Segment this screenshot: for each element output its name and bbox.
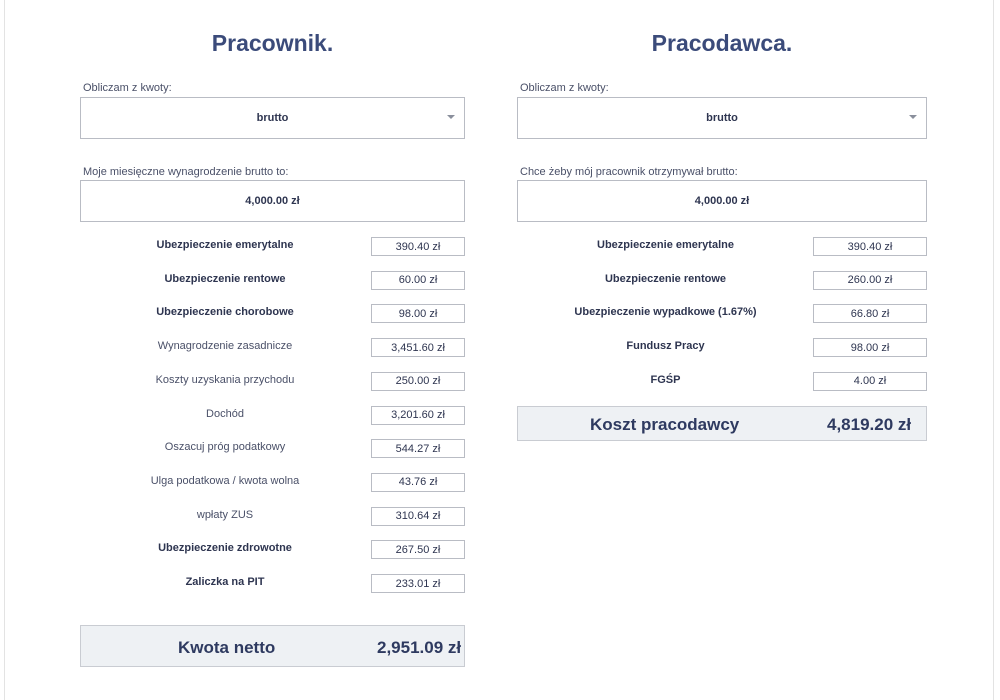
employee-row-label: Oszacuj próg podatkowy: [164, 441, 286, 454]
employee-row-value: 310.64 zł: [371, 507, 465, 526]
employee-row-value: 250.00 zł: [371, 372, 465, 391]
employer-salary-input[interactable]: [517, 180, 927, 222]
employee-row-value: 98.00 zł: [371, 304, 465, 323]
employer-row: [517, 237, 927, 256]
employer-cost-summary: [517, 406, 927, 441]
employee-row: [80, 237, 465, 256]
employer-row-label: Ubezpieczenie rentowe: [604, 272, 727, 285]
employee-row: [80, 473, 465, 492]
employee-row: [80, 507, 465, 526]
employer-row: [517, 338, 927, 357]
employee-row-label: Ubezpieczenie chorobowe: [156, 306, 294, 319]
employer-row-label: Ubezpieczenie emerytalne: [597, 239, 734, 251]
employer-row: [517, 304, 927, 323]
employee-calc-from-value: brutto: [256, 112, 289, 124]
employer-salary-value: 4,000.00 zł: [694, 195, 750, 207]
employee-row-label: Ubezpieczenie rentowe: [164, 272, 286, 285]
employer-row-label: Fundusz Pracy: [626, 340, 705, 353]
employer-salary-label: Chce żeby mój pracownik otrzymywał brutto:: [520, 166, 738, 178]
employer-cost-label: Koszt pracodawcy: [590, 415, 740, 434]
employer-row-label: Ubezpieczenie wypadkowe (1.67%): [574, 306, 757, 319]
employee-row-label: Ubezpieczenie zdrowotne: [158, 542, 292, 555]
employer-cost-value: 4,819.20 zł: [827, 415, 912, 434]
employer-calc-from-value: brutto: [706, 112, 738, 124]
employee-row: [80, 574, 465, 593]
employer-row-value: 390.40 zł: [813, 237, 927, 256]
employee-row-value: 544.27 zł: [371, 439, 465, 458]
employer-row-value: 66.80 zł: [813, 304, 927, 323]
employee-calc-from-label: Obliczam z kwoty:: [83, 82, 172, 94]
employee-row-label: Zaliczka na PIT: [185, 576, 265, 588]
employee-row: [80, 271, 465, 290]
employer-calc-from-label: Obliczam z kwoty:: [520, 82, 609, 94]
employee-row-value: 233.01 zł: [371, 574, 465, 593]
employee-salary-label: Moje miesięczne wynagrodzenie brutto to:: [83, 166, 289, 178]
employee-row-label: wpłaty ZUS: [196, 508, 254, 521]
employee-row: [80, 372, 465, 391]
employee-row: [80, 540, 465, 559]
chevron-down-icon: [909, 115, 917, 119]
employer-row: [517, 271, 927, 290]
employee-row-label: Wynagrodzenie zasadnicze: [157, 340, 293, 353]
employer-row-label: FGŚP: [650, 373, 681, 386]
employee-row-value: 267.50 zł: [371, 540, 465, 559]
employee-row: [80, 406, 465, 425]
employee-calc-from-select[interactable]: [80, 97, 465, 139]
employee-salary-input[interactable]: [80, 180, 465, 222]
employee-row: [80, 338, 465, 357]
employee-row-label: Koszty uzyskania przychodu: [155, 373, 295, 386]
employee-row: [80, 304, 465, 323]
employee-title: Pracownik.: [211, 30, 334, 56]
employee-row-value: 3,201.60 zł: [371, 406, 465, 425]
employee-row-label: Ubezpieczenie emerytalne: [156, 239, 294, 251]
employee-row-value: 390.40 zł: [371, 237, 465, 256]
employee-row-value: 43.76 zł: [371, 473, 465, 492]
employer-title: Pracodawca.: [651, 30, 793, 56]
chevron-down-icon: [447, 115, 455, 119]
net-amount-summary: [80, 625, 465, 667]
employee-salary-value: 4,000.00 zł: [245, 195, 300, 207]
employer-calc-from-select[interactable]: [517, 97, 927, 139]
employer-row-value: 98.00 zł: [813, 338, 927, 357]
employee-row-value: 3,451.60 zł: [371, 338, 465, 357]
employee-row-label: Dochód: [206, 407, 244, 420]
employee-row-value: 60.00 zł: [371, 271, 465, 290]
net-amount-value: 2,951.09 zł: [377, 638, 462, 657]
employer-row-value: 4.00 zł: [813, 372, 927, 391]
employer-row-value: 260.00 zł: [813, 271, 927, 290]
employee-row: [80, 439, 465, 458]
net-amount-label: Kwota netto: [178, 638, 276, 657]
employer-row: [517, 372, 927, 391]
employee-row-label: Ulga podatkowa / kwota wolna: [150, 474, 300, 487]
